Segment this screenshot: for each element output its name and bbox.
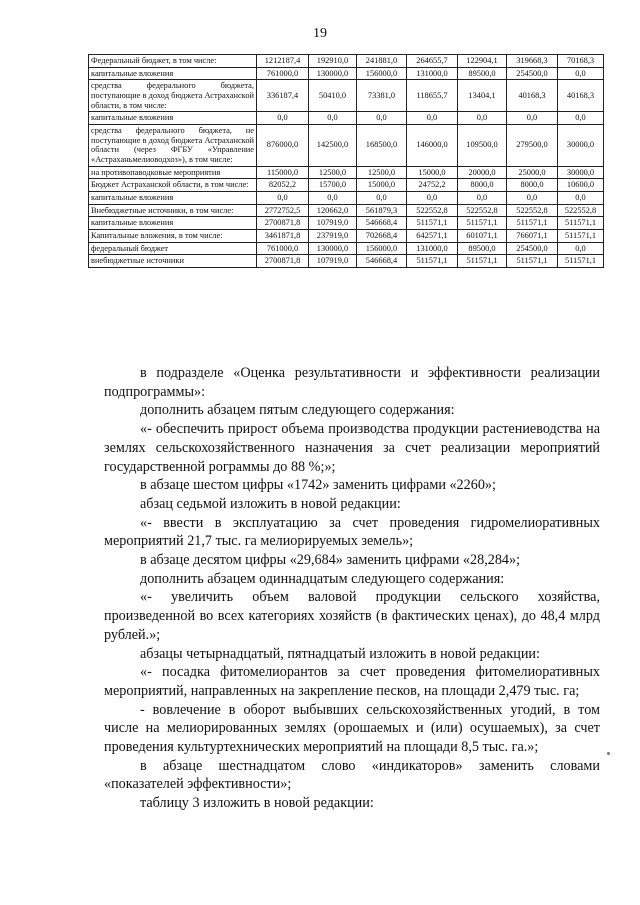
paragraph: таблицу 3 изложить в новой редакции:	[140, 795, 374, 812]
row-label: Внебюджетные источники, в том числе:	[89, 204, 257, 217]
row-label: Бюджет Астраханской области, в том числе:	[89, 179, 257, 192]
table-row	[89, 124, 604, 166]
table-cell: 118655,7	[407, 80, 458, 112]
table-cell: 522552,8	[507, 204, 558, 217]
funding-table	[88, 54, 604, 268]
table-cell: 120662,0	[309, 204, 357, 217]
paragraph: в подразделе «Оценка результативности и эффективности реализации подпрограммы»:	[104, 365, 600, 400]
table-cell: 115000,0	[257, 166, 309, 179]
table-cell: 107919,0	[309, 217, 357, 230]
paragraph: «- увеличить объем валовой продукции сельского хозяйства, произведенной во всех категориях хозяйств (в фактических ценах), до 48,4 млрд рублей.»;	[104, 589, 600, 643]
table-cell: 13404,1	[458, 80, 507, 112]
table-cell: 511571,1	[407, 255, 458, 268]
table-cell: 109500,0	[458, 124, 507, 166]
table-cell: 761000,0	[257, 242, 309, 255]
table-cell: 168500,0	[357, 124, 407, 166]
table-cell: 131000,0	[407, 67, 458, 80]
table-cell: 130000,0	[309, 67, 357, 80]
table-cell: 2700871,8	[257, 255, 309, 268]
amendment-text	[104, 364, 600, 813]
table-cell: 0,0	[507, 112, 558, 125]
table-cell: 73381,0	[357, 80, 407, 112]
row-label: внебюджетные источники	[89, 255, 257, 268]
table-cell: 122904,1	[458, 55, 507, 68]
row-label: капитальные вложения	[89, 217, 257, 230]
table-cell: 30000,0	[558, 124, 604, 166]
paragraph: абзацы четырнадцатый, пятнадцатый изложить в новой редакции:	[140, 645, 540, 662]
table-cell: 1212187,4	[257, 55, 309, 68]
table-cell: 10600,0	[558, 179, 604, 192]
table-cell: 522552,8	[458, 204, 507, 217]
row-label: капитальные вложения	[89, 112, 257, 125]
table-cell: 766071,1	[507, 229, 558, 242]
table-cell: 3461871,8	[257, 229, 309, 242]
table-cell: 8000,0	[458, 179, 507, 192]
table-cell: 0,0	[357, 191, 407, 204]
table-cell: 0,0	[257, 112, 309, 125]
table-cell: 876000,0	[257, 124, 309, 166]
table-cell: 0,0	[309, 191, 357, 204]
table-cell: 511571,1	[507, 255, 558, 268]
table-row	[89, 67, 604, 80]
table-cell: 511571,1	[458, 217, 507, 230]
table-cell: 8000,0	[507, 179, 558, 192]
paragraph: «- посадка фитомелиорантов за счет проведения фитомелиоративных мероприятий, направленных на закрепление песков, на площади 2,479 тыс. га;	[104, 664, 600, 699]
table-cell: 40168,3	[507, 80, 558, 112]
table-cell: 0,0	[558, 67, 604, 80]
table-cell: 12500,0	[357, 166, 407, 179]
table-cell: 0,0	[458, 191, 507, 204]
table-cell: 254500,0	[507, 242, 558, 255]
table-cell: 70168,3	[558, 55, 604, 68]
paragraph: абзац седьмой изложить в новой редакции:	[140, 495, 401, 512]
table-cell: 522552,8	[407, 204, 458, 217]
row-label: на противопаводковые мероприятия	[89, 166, 257, 179]
table-cell: 546668,4	[357, 255, 407, 268]
table-cell: 0,0	[309, 112, 357, 125]
table-cell: 192910,0	[309, 55, 357, 68]
row-label: капитальные вложения	[89, 67, 257, 80]
table-cell: 511571,1	[558, 217, 604, 230]
table-cell: 279500,0	[507, 124, 558, 166]
table-row	[89, 255, 604, 268]
table-cell: 2772752,5	[257, 204, 309, 217]
paragraph: в абзаце шестом цифры «1742» заменить цифрами «2260»;	[140, 477, 496, 494]
table-cell: 511571,1	[458, 255, 507, 268]
paragraph: «- обеспечить прирост объема производства продукции растениеводства на землях сельскохозяйственного назначения за счет реализации мероприятий государственной рограммы до 88 %;»;	[104, 421, 600, 475]
table-row	[89, 55, 604, 68]
table-cell: 15700,0	[309, 179, 357, 192]
table-cell: 0,0	[558, 112, 604, 125]
table-cell: 156000,0	[357, 242, 407, 255]
table-cell: 156000,0	[357, 67, 407, 80]
row-label: капитальные вложения	[89, 191, 257, 204]
table-cell: 107919,0	[309, 255, 357, 268]
table-cell: 254500,0	[507, 67, 558, 80]
funding-table-body	[89, 55, 604, 268]
table-cell: 40168,3	[558, 80, 604, 112]
table-cell: 2700871,8	[257, 217, 309, 230]
table-cell: 511571,1	[407, 217, 458, 230]
table-cell: 15000,0	[407, 166, 458, 179]
table-row	[89, 217, 604, 230]
table-cell: 30000,0	[558, 166, 604, 179]
table-cell: 601071,1	[458, 229, 507, 242]
row-label: Капитальные вложения, в том числе:	[89, 229, 257, 242]
table-cell: 82052,2	[257, 179, 309, 192]
paragraph: в абзаце шестнадцатом слово «индикаторов» заменить словами «показателей эффективности»;	[104, 757, 600, 793]
table-cell: 0,0	[257, 191, 309, 204]
scan-dot	[607, 752, 610, 755]
table-cell: 89500,0	[458, 242, 507, 255]
table-cell: 511571,1	[558, 255, 604, 268]
row-label: средства федерального бюджета, не поступающие в доход бюджета Астраханской области (через ФГБУ «Управление «Астраханьмелиоводхоз»), в том числе:	[89, 124, 257, 166]
table-cell: 511571,1	[507, 217, 558, 230]
paragraph: в абзаце десятом цифры «29,684» заменить цифрами «28,284»;	[140, 552, 521, 569]
table-cell: 546668,4	[357, 217, 407, 230]
table-cell: 241881,0	[357, 55, 407, 68]
table-cell: 12500,0	[309, 166, 357, 179]
table-cell: 142500,0	[309, 124, 357, 166]
table-cell: 24752,2	[407, 179, 458, 192]
table-cell: 0,0	[558, 191, 604, 204]
table-row	[89, 80, 604, 112]
table-cell: 130000,0	[309, 242, 357, 255]
table-row	[89, 166, 604, 179]
table-cell: 15000,0	[357, 179, 407, 192]
row-label: Федеральный бюджет, в том числе:	[89, 55, 257, 68]
table-row	[89, 179, 604, 192]
table-row	[89, 204, 604, 217]
row-label: средства федерального бюджета, поступающие в доход бюджета Астраханской области, в том числе:	[89, 80, 257, 112]
row-label: федеральный бюджет	[89, 242, 257, 255]
table-cell: 0,0	[357, 112, 407, 125]
table-cell: 264655,7	[407, 55, 458, 68]
table-row	[89, 112, 604, 125]
table-row	[89, 242, 604, 255]
paragraph: дополнить абзацем одиннадцатым следующего содержания:	[140, 570, 505, 587]
page-number: 19	[313, 26, 327, 41]
table-cell: 237919,0	[309, 229, 357, 242]
table-cell: 89500,0	[458, 67, 507, 80]
table-cell: 25000,0	[507, 166, 558, 179]
table-cell: 642571,1	[407, 229, 458, 242]
table-row	[89, 229, 604, 242]
table-cell: 131000,0	[407, 242, 458, 255]
table-cell: 0,0	[507, 191, 558, 204]
table-cell: 319668,3	[507, 55, 558, 68]
paragraph: - вовлечение в оборот выбывших сельскохозяйственных угодий, в том числе на мелиорированных землях (орошаемых и (или) осушаемых), за счет проведения культуртехнических мероприятий на площади 8,5 тыс. га.»;	[104, 701, 600, 756]
table-cell: 511571,1	[558, 229, 604, 242]
table-cell: 561879,3	[357, 204, 407, 217]
paragraph: «- ввести в эксплуатацию за счет проведения гидромелиоративных мероприятий 21,7 тыс. га мелиорируемых земель»;	[104, 514, 600, 550]
table-cell: 0,0	[458, 112, 507, 125]
table-cell: 761000,0	[257, 67, 309, 80]
table-cell: 702668,4	[357, 229, 407, 242]
table-cell: 0,0	[407, 112, 458, 125]
table-cell: 336187,4	[257, 80, 309, 112]
table-cell: 146000,0	[407, 124, 458, 166]
table-cell: 522552,8	[558, 204, 604, 217]
table-cell: 0,0	[558, 242, 604, 255]
table-row	[89, 191, 604, 204]
table-cell: 20000,0	[458, 166, 507, 179]
paragraph: дополнить абзацем пятым следующего содержания:	[140, 402, 455, 419]
table-cell: 0,0	[407, 191, 458, 204]
table-cell: 50410,0	[309, 80, 357, 112]
